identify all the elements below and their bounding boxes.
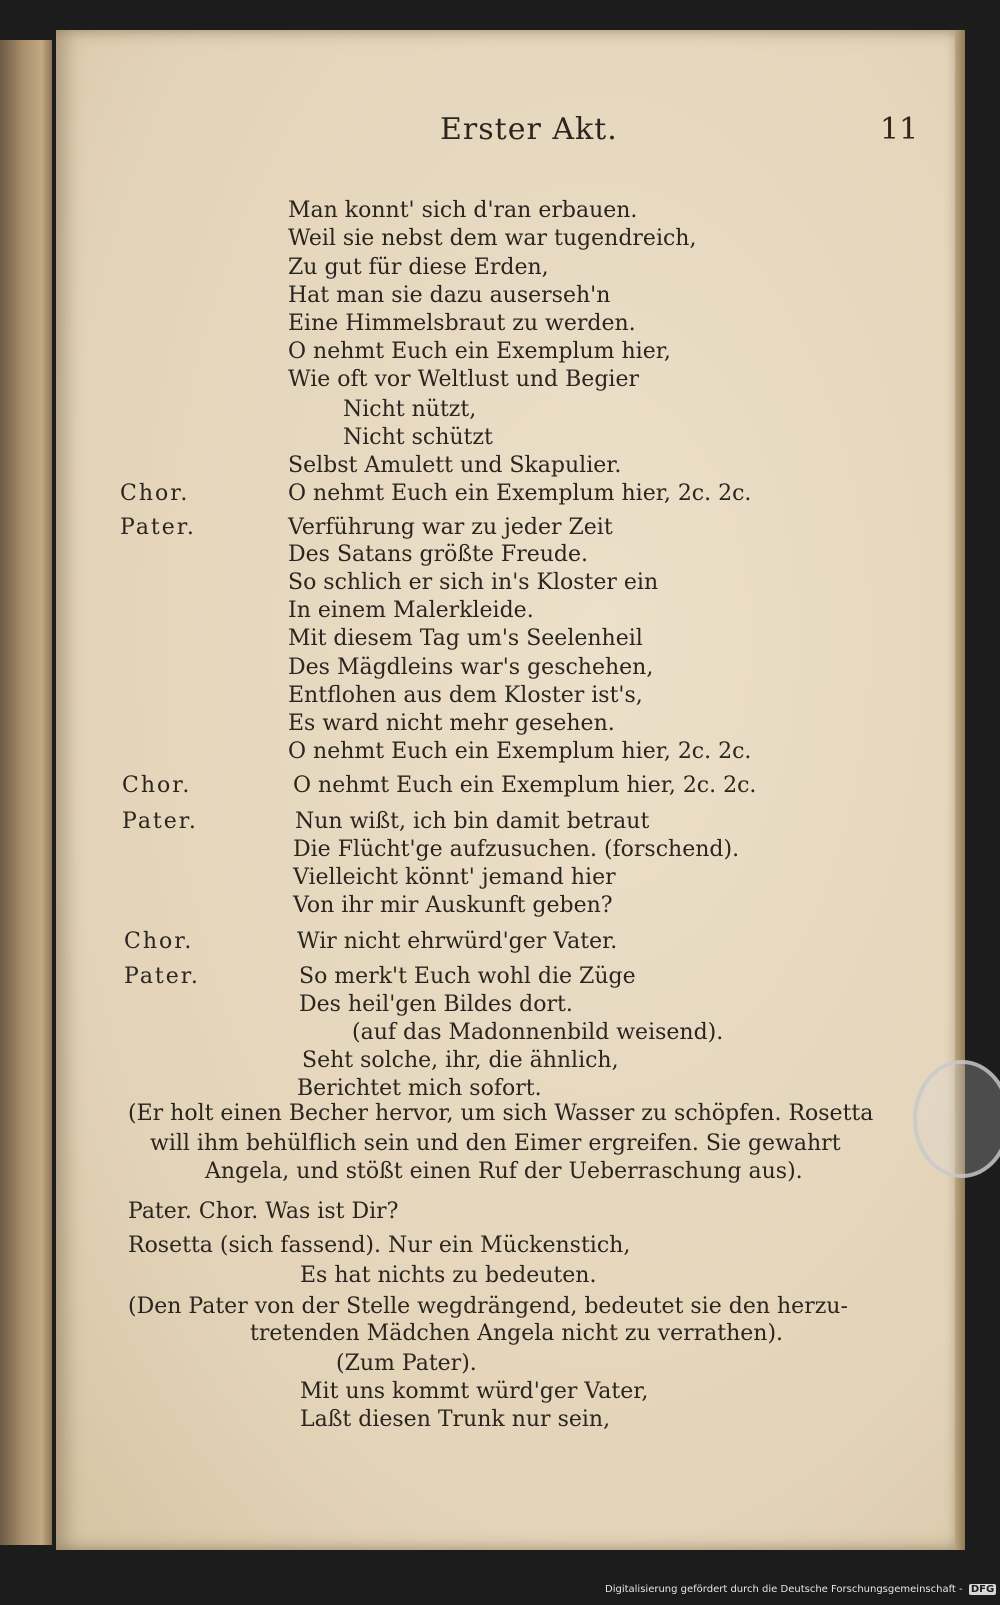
text-line: In einem Malerkleide. xyxy=(288,598,534,623)
text-line: Seht solche, ihr, die ähnlich, xyxy=(302,1048,619,1073)
speaker-label: Pater. xyxy=(124,964,200,989)
text-line: Weil sie nebst dem war tugendreich, xyxy=(288,226,697,251)
text-line: Angela, und stößt einen Ruf der Ueberraschung aus). xyxy=(205,1159,803,1184)
text-line: Nicht schützt xyxy=(343,425,493,450)
speaker-label: Chor. xyxy=(120,481,190,506)
text-line: Es ward nicht mehr gesehen. xyxy=(288,711,615,736)
speaker-label: Chor. xyxy=(122,773,192,798)
footer-credit xyxy=(605,1584,996,1595)
speaker-label: Pater. xyxy=(122,809,198,834)
magnifier-lens xyxy=(913,1060,1000,1178)
text-line: (Er holt einen Becher hervor, um sich Wasser zu schöpfen. Rosetta xyxy=(128,1101,874,1126)
running-head: Erster Akt. xyxy=(440,112,618,147)
text-line: Nun wißt, ich bin damit betraut xyxy=(295,809,650,834)
text-line: Vielleicht könnt' jemand hier xyxy=(293,865,616,890)
text-line: Es hat nichts zu bedeuten. xyxy=(300,1263,597,1288)
text-line: Des Mägdleins war's geschehen, xyxy=(288,655,654,680)
text-line: So schlich er sich in's Kloster ein xyxy=(288,570,659,595)
text-line: Laßt diesen Trunk nur sein, xyxy=(300,1407,611,1432)
text-line: Mit diesem Tag um's Seelenheil xyxy=(288,626,643,651)
text-line: O nehmt Euch ein Exemplum hier, 2c. 2c. xyxy=(293,773,757,798)
text-line: Berichtet mich sofort. xyxy=(297,1076,542,1101)
text-line: Wie oft vor Weltlust und Begier xyxy=(288,367,639,392)
text-line: Rosetta (sich fassend). Nur ein Mückenstich, xyxy=(128,1233,631,1258)
text-line: will ihm behülflich sein und den Eimer ergreifen. Sie gewahrt xyxy=(150,1131,841,1156)
footer-credit-text: Digitalisierung gefördert durch die Deutsche Forschungsgemeinschaft - xyxy=(605,1584,963,1595)
text-line: Von ihr mir Auskunft geben? xyxy=(293,893,613,918)
text-line: Entflohen aus dem Kloster ist's, xyxy=(288,683,643,708)
text-line: Mit uns kommt würd'ger Vater, xyxy=(300,1379,649,1404)
text-line: tretenden Mädchen Angela nicht zu verrathen). xyxy=(250,1321,784,1346)
previous-page-edge xyxy=(0,40,52,1545)
text-line: Man konnt' sich d'ran erbauen. xyxy=(288,198,638,223)
page-number: 11 xyxy=(880,112,919,147)
text-line: So merk't Euch wohl die Züge xyxy=(299,964,636,989)
text-line: (Den Pater von der Stelle wegdrängend, bedeutet sie den herzu- xyxy=(128,1294,848,1319)
text-line: O nehmt Euch ein Exemplum hier, 2c. 2c. xyxy=(288,481,752,506)
text-line: Verführung war zu jeder Zeit xyxy=(288,515,613,540)
text-line: Des Satans größte Freude. xyxy=(288,542,588,567)
page-edge xyxy=(955,30,965,1550)
text-line: Die Flücht'ge aufzusuchen. (forschend). xyxy=(293,837,740,862)
text-line: O nehmt Euch ein Exemplum hier, xyxy=(288,339,671,364)
text-line: Des heil'gen Bildes dort. xyxy=(299,992,573,1017)
text-line: O nehmt Euch ein Exemplum hier, 2c. 2c. xyxy=(288,739,752,764)
text-line: Wir nicht ehrwürd'ger Vater. xyxy=(297,929,618,954)
text-line: Zu gut für diese Erden, xyxy=(288,255,549,280)
text-line: Selbst Amulett und Skapulier. xyxy=(288,453,622,478)
text-line: Pater. Chor. Was ist Dir? xyxy=(128,1199,399,1224)
text-line: Hat man sie dazu auserseh'n xyxy=(288,283,611,308)
speaker-label: Chor. xyxy=(124,929,194,954)
text-line: (auf das Madonnenbild weisend). xyxy=(352,1020,724,1045)
speaker-label: Pater. xyxy=(120,515,196,540)
text-line: (Zum Pater). xyxy=(336,1351,477,1376)
dfg-logo: DFG xyxy=(970,1584,995,1595)
text-line: Nicht nützt, xyxy=(343,397,477,422)
text-line: Eine Himmelsbraut zu werden. xyxy=(288,311,636,336)
